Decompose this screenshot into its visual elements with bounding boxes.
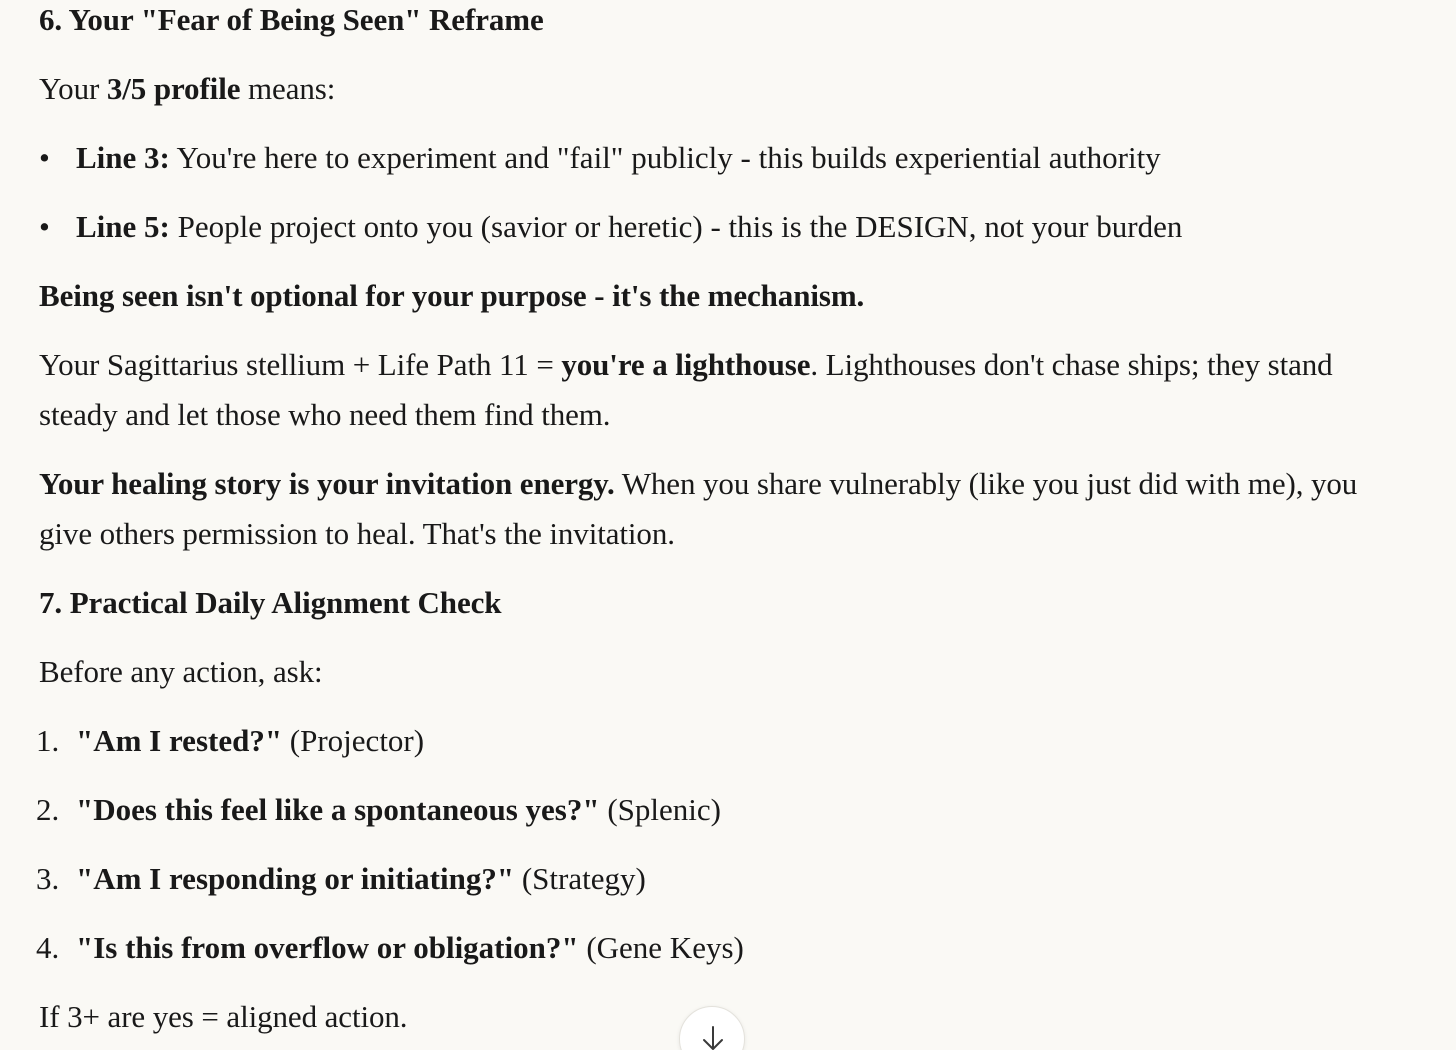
section-heading-text: 6. Your "Fear of Being Seen" Reframe (39, 2, 544, 37)
section-heading-text: 7. Practical Daily Alignment Check (39, 585, 502, 620)
bullet-label: Line 3: (76, 140, 170, 175)
scroll-to-bottom-button[interactable] (679, 1006, 745, 1050)
conclusion-text: If 3+ are yes = aligned action. (39, 999, 408, 1034)
intro-suffix: means: (240, 71, 336, 106)
healing-bold: Your healing story is your invitation energy. (39, 466, 615, 501)
profile-bold: 3/5 profile (106, 71, 241, 106)
lighthouse-text: Your Sagittarius stellium + Life Path 11 = (39, 347, 562, 382)
item-content (76, 716, 424, 766)
item-content (76, 923, 744, 973)
item-content (76, 785, 721, 835)
alignment-intro (39, 647, 322, 697)
bullet-marker: • (39, 209, 50, 244)
section-heading-6 (39, 0, 544, 45)
item-number: 3. (36, 861, 60, 896)
bullet-content (76, 133, 1161, 183)
bullet-marker: • (39, 140, 50, 175)
item-source: (Strategy) (514, 861, 646, 896)
emphasis-text: Being seen isn't optional for your purpose - it's the mechanism. (39, 278, 865, 313)
item-content (76, 854, 646, 904)
lighthouse-bold: you're a lighthouse (561, 347, 811, 382)
bullet-content (76, 202, 1182, 252)
intro-text: Before any action, ask: (39, 654, 323, 689)
emphasis-paragraph (39, 271, 864, 321)
arrow-down-icon (701, 1025, 725, 1050)
bullet-text: People project onto you (savior or heretic) - this is the DESIGN, not your burden (169, 209, 1183, 244)
section-heading-7 (39, 578, 501, 628)
profile-intro (39, 64, 335, 114)
item-question: "Is this from overflow or obligation?" (76, 930, 579, 965)
item-number: 2. (36, 792, 60, 827)
healing-paragraph (39, 459, 1399, 559)
item-source: (Splenic) (599, 792, 721, 827)
item-question: "Am I rested?" (76, 723, 283, 758)
item-number: 1. (36, 723, 60, 758)
item-question: "Am I responding or initiating?" (76, 861, 515, 896)
item-question: "Does this feel like a spontaneous yes?" (76, 792, 600, 827)
healing-text: When you share vulnerably (like you just did with me), you give others permission to heal. That's the invitation. (39, 466, 1358, 551)
item-number: 4. (36, 930, 60, 965)
bullet-text: You're here to experiment and "fail" publicly - this builds experiential authority (169, 140, 1161, 175)
lighthouse-suffix: . Lighthouses don't chase ships; they stand steady and let those who need them find them. (39, 347, 1333, 432)
conclusion-paragraph (39, 992, 407, 1042)
item-source: (Projector) (282, 723, 425, 758)
item-source: (Gene Keys) (578, 930, 744, 965)
lighthouse-paragraph (39, 340, 1399, 440)
bullet-label: Line 5: (76, 209, 170, 244)
intro-text: Your (39, 71, 107, 106)
